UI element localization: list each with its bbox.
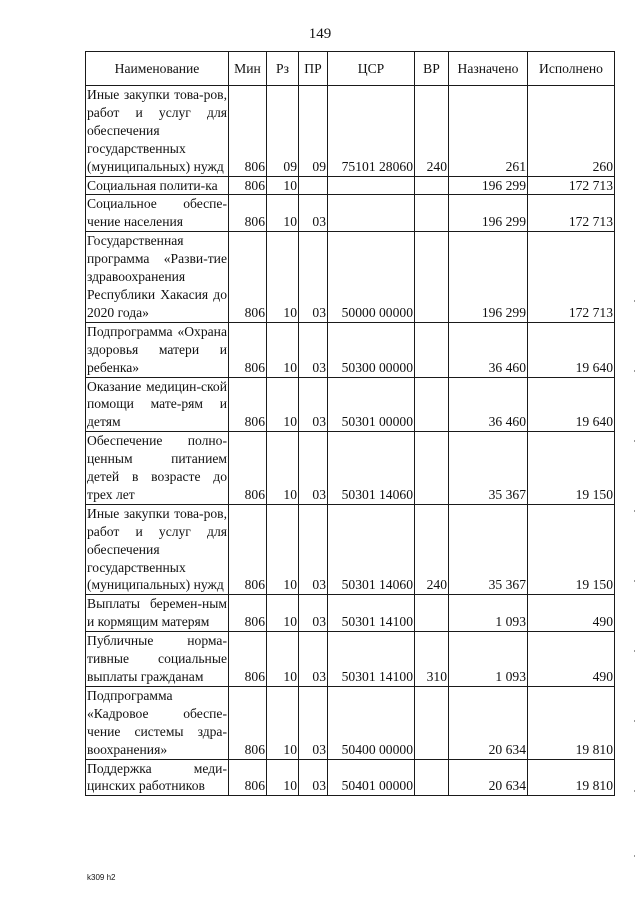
cell-name: Социальная полити-ка <box>86 176 229 195</box>
cell-rz: 10 <box>267 322 299 377</box>
cell-vr <box>415 432 449 505</box>
cell-rz: 10 <box>267 759 299 796</box>
cell-name: Иные закупки това-ров, работ и услуг для обеспечения государственных (муниципальных) нужд <box>86 504 229 595</box>
cell-executed: 19 810 <box>528 686 615 759</box>
cell-vr <box>415 232 449 323</box>
cell-rz: 10 <box>267 195 299 232</box>
cell-vr <box>415 595 449 632</box>
cell-rz: 10 <box>267 632 299 687</box>
table-row <box>86 595 615 632</box>
table-row <box>86 686 615 759</box>
cell-assigned: 1 093 <box>449 595 528 632</box>
cell-vr <box>415 686 449 759</box>
cell-pr: 09 <box>299 86 328 177</box>
cell-vr <box>415 759 449 796</box>
header-executed: Исполнено <box>528 52 615 86</box>
cell-rz: 10 <box>267 377 299 432</box>
cell-name: Публичные норма-тивные социальные выплаты гражданам <box>86 632 229 687</box>
table-row <box>86 232 615 323</box>
cell-min: 806 <box>229 176 267 195</box>
header-assigned: Назначено <box>449 52 528 86</box>
cell-vr <box>415 377 449 432</box>
cell-name: Поддержка меди-цинских работников <box>86 759 229 796</box>
cell-vr: 240 <box>415 86 449 177</box>
cell-assigned: 20 634 <box>449 686 528 759</box>
cell-pr: 03 <box>299 377 328 432</box>
cell-name: Подпрограмма «Охрана здоровья матери и ребенка» <box>86 322 229 377</box>
cell-csr <box>328 176 415 195</box>
cell-executed: 490 <box>528 632 615 687</box>
cell-executed: 172 713 <box>528 232 615 323</box>
cell-name: Социальное обеспе-чение населения <box>86 195 229 232</box>
cell-csr: 50300 00000 <box>328 322 415 377</box>
cell-min: 806 <box>229 432 267 505</box>
cell-assigned: 261 <box>449 86 528 177</box>
cell-min: 806 <box>229 632 267 687</box>
header-pr: ПР <box>299 52 328 86</box>
cell-vr <box>415 195 449 232</box>
header-min: Мин <box>229 52 267 86</box>
cell-pr: 03 <box>299 232 328 323</box>
cell-pr: 03 <box>299 595 328 632</box>
cell-executed: 19 640 <box>528 377 615 432</box>
table-row <box>86 632 615 687</box>
cell-assigned: 36 460 <box>449 377 528 432</box>
cell-vr: 310 <box>415 632 449 687</box>
cell-assigned: 196 299 <box>449 176 528 195</box>
cell-pr: 03 <box>299 322 328 377</box>
cell-csr: 50301 14060 <box>328 432 415 505</box>
cell-rz: 10 <box>267 432 299 505</box>
cell-assigned: 36 460 <box>449 322 528 377</box>
cell-min: 806 <box>229 595 267 632</box>
table-row <box>86 759 615 796</box>
cell-min: 806 <box>229 322 267 377</box>
cell-pr <box>299 176 328 195</box>
table-row <box>86 86 615 177</box>
cell-executed: 490 <box>528 595 615 632</box>
cell-assigned: 35 367 <box>449 504 528 595</box>
cell-vr <box>415 322 449 377</box>
cell-name: Выплаты беремен-ным и кормящим матерям <box>86 595 229 632</box>
cell-rz: 10 <box>267 504 299 595</box>
cell-min: 806 <box>229 86 267 177</box>
cell-name: Обеспечение полно-ценным питанием детей в возрасте до трех лет <box>86 432 229 505</box>
cell-csr: 50301 14100 <box>328 595 415 632</box>
header-csr: ЦСР <box>328 52 415 86</box>
cell-rz: 10 <box>267 686 299 759</box>
cell-min: 806 <box>229 686 267 759</box>
scan-margin-marks <box>634 300 636 860</box>
cell-rz: 09 <box>267 86 299 177</box>
cell-rz: 10 <box>267 595 299 632</box>
cell-min: 806 <box>229 195 267 232</box>
cell-assigned: 196 299 <box>449 232 528 323</box>
table-header-row <box>86 52 615 86</box>
cell-rz: 10 <box>267 176 299 195</box>
cell-assigned: 20 634 <box>449 759 528 796</box>
header-vr: ВР <box>415 52 449 86</box>
cell-rz: 10 <box>267 232 299 323</box>
cell-executed: 172 713 <box>528 176 615 195</box>
cell-csr: 50301 14100 <box>328 632 415 687</box>
table-row <box>86 176 615 195</box>
table-row <box>86 432 615 505</box>
cell-csr: 75101 28060 <box>328 86 415 177</box>
table-row <box>86 504 615 595</box>
table-row <box>86 195 615 232</box>
cell-name: Иные закупки това-ров, работ и услуг для обеспечения государственных (муниципальных) нужд <box>86 86 229 177</box>
cell-executed: 19 150 <box>528 432 615 505</box>
table-body <box>86 86 615 796</box>
cell-csr: 50400 00000 <box>328 686 415 759</box>
cell-pr: 03 <box>299 686 328 759</box>
cell-csr: 50000 00000 <box>328 232 415 323</box>
cell-name: Государственная программа «Разви-тие здравоохранения Республики Хакасия до 2020 года» <box>86 232 229 323</box>
header-rz: Рз <box>267 52 299 86</box>
cell-pr: 03 <box>299 432 328 505</box>
cell-assigned: 1 093 <box>449 632 528 687</box>
budget-table <box>85 51 615 796</box>
cell-executed: 172 713 <box>528 195 615 232</box>
table-row <box>86 377 615 432</box>
page-number: 149 <box>308 26 332 42</box>
cell-pr: 03 <box>299 195 328 232</box>
cell-vr <box>415 176 449 195</box>
cell-min: 806 <box>229 504 267 595</box>
cell-csr <box>328 195 415 232</box>
cell-min: 806 <box>229 759 267 796</box>
cell-executed: 19 810 <box>528 759 615 796</box>
cell-csr: 50401 00000 <box>328 759 415 796</box>
footer-code: k309 h2 <box>87 873 116 882</box>
cell-assigned: 196 299 <box>449 195 528 232</box>
cell-executed: 19 150 <box>528 504 615 595</box>
cell-pr: 03 <box>299 759 328 796</box>
cell-assigned: 35 367 <box>449 432 528 505</box>
cell-min: 806 <box>229 377 267 432</box>
header-name: Наименование <box>86 52 229 86</box>
cell-csr: 50301 00000 <box>328 377 415 432</box>
table-row <box>86 322 615 377</box>
cell-executed: 19 640 <box>528 322 615 377</box>
cell-vr: 240 <box>415 504 449 595</box>
cell-csr: 50301 14060 <box>328 504 415 595</box>
cell-name: Оказание медицин-ской помощи мате-рям и детям <box>86 377 229 432</box>
cell-name: Подпрограмма «Кадровое обеспе-чение системы здра-воохранения» <box>86 686 229 759</box>
cell-pr: 03 <box>299 632 328 687</box>
cell-pr: 03 <box>299 504 328 595</box>
cell-executed: 260 <box>528 86 615 177</box>
cell-min: 806 <box>229 232 267 323</box>
